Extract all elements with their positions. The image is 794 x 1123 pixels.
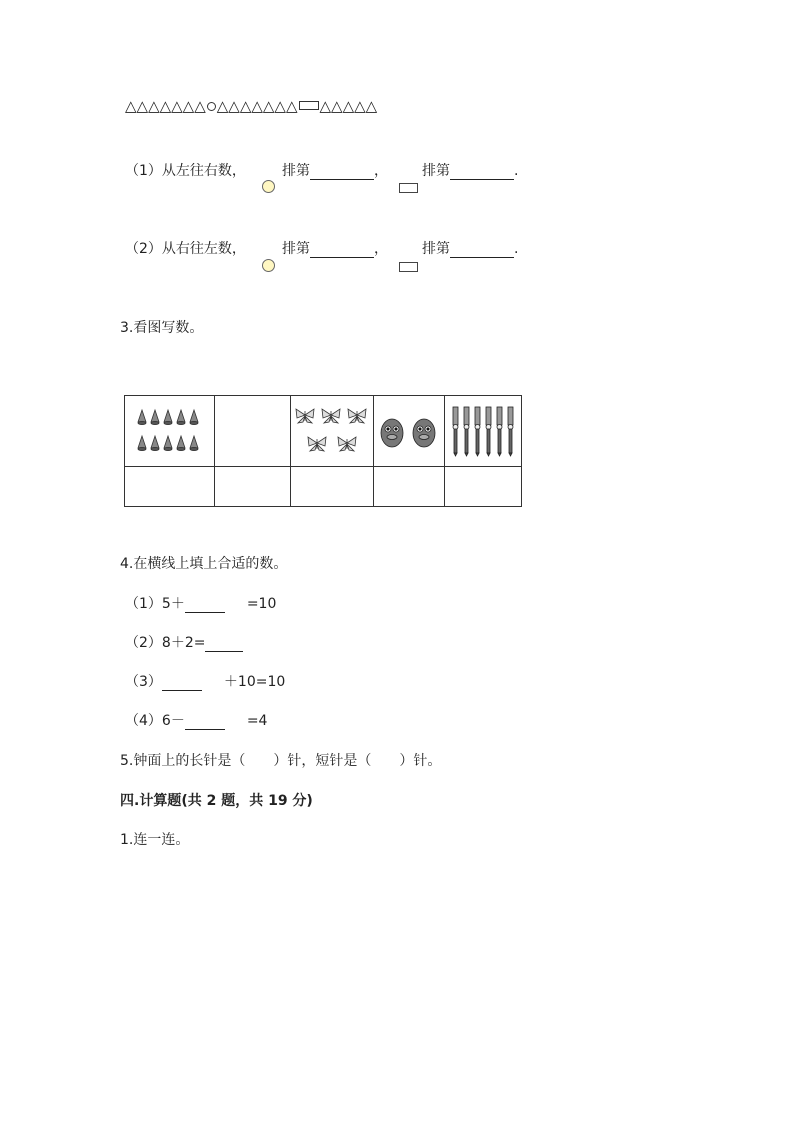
equation-part: （3）	[125, 674, 162, 690]
butterfly-icon	[294, 406, 370, 456]
picture-cell-empty	[215, 396, 291, 467]
rank-label: 排第	[282, 163, 310, 179]
equation-part: =10	[246, 596, 277, 612]
answer-blank[interactable]	[310, 165, 374, 180]
answer-cell[interactable]	[215, 467, 291, 507]
answer-row-2	[282, 238, 388, 258]
question-link-title: 1.连一连。	[120, 832, 190, 848]
picture-cell-screwdrivers	[445, 396, 522, 467]
section-heading: 四.计算题(共 2 题，共 19 分)	[120, 793, 313, 809]
shuttlecock-icon	[135, 408, 205, 454]
screwdriver-icon	[450, 405, 516, 457]
equation-part: =4	[246, 713, 268, 729]
period-text: .	[514, 163, 519, 179]
cartoon-figure-icon	[378, 411, 440, 451]
answer-cell[interactable]	[125, 467, 215, 507]
answer-blank[interactable]	[205, 637, 243, 652]
period-text: .	[514, 241, 519, 257]
answer-blank[interactable]	[185, 715, 225, 730]
answer-cell[interactable]	[291, 467, 374, 507]
answer-row-2b	[422, 238, 518, 258]
picture-count-table	[124, 395, 522, 507]
equation-part: （1）5＋	[125, 596, 185, 612]
picture-cell-butterflies	[291, 396, 374, 467]
question-5: 5.钟面上的长针是（ ）针，短针是（ ）针。	[120, 753, 442, 769]
rank-label: 排第	[422, 163, 450, 179]
picture-cell-figures	[374, 396, 445, 467]
answer-row-1	[282, 160, 388, 180]
rectangle-icon	[399, 262, 418, 272]
question-prefix: （2）从右往左数，	[125, 241, 246, 257]
question-3-title: 3.看图写数。	[120, 320, 204, 336]
answer-blank[interactable]	[310, 243, 374, 258]
answer-cell[interactable]	[374, 467, 445, 507]
answer-blank[interactable]	[450, 165, 514, 180]
question-4-title: 4.在横线上填上合适的数。	[120, 556, 288, 572]
comma-text: ，	[374, 163, 388, 179]
answer-blank[interactable]	[162, 676, 202, 691]
rectangle-icon	[299, 101, 319, 110]
question-left-to-right	[125, 160, 246, 180]
rank-label: 排第	[422, 241, 450, 257]
circle-icon	[262, 259, 275, 272]
fill-item-3	[125, 671, 285, 691]
question-right-to-left	[125, 238, 246, 258]
fill-item-1	[125, 593, 276, 613]
equation-part: ＋10=10	[223, 674, 286, 690]
equation-part: （4）6－	[125, 713, 185, 729]
answer-blank[interactable]	[450, 243, 514, 258]
answer-cell[interactable]	[445, 467, 522, 507]
answer-row-1b	[422, 160, 518, 180]
comma-text: ，	[374, 241, 388, 257]
circle-icon	[207, 102, 216, 111]
shape-sequence	[125, 97, 377, 115]
rectangle-icon	[399, 183, 418, 193]
triangle-group-3: △△△△△	[319, 97, 378, 115]
fill-item-2	[125, 632, 243, 652]
question-prefix: （1）从左往右数，	[125, 163, 246, 179]
triangle-group-1: △△△△△△△	[125, 97, 206, 115]
answer-blank[interactable]	[185, 598, 225, 613]
equation-part: （2）8＋2=	[125, 635, 206, 651]
triangle-group-2: △△△△△△△	[216, 97, 298, 115]
picture-cell-shuttlecocks	[125, 396, 215, 467]
fill-item-4	[125, 710, 267, 730]
circle-icon	[262, 180, 275, 193]
rank-label: 排第	[282, 241, 310, 257]
